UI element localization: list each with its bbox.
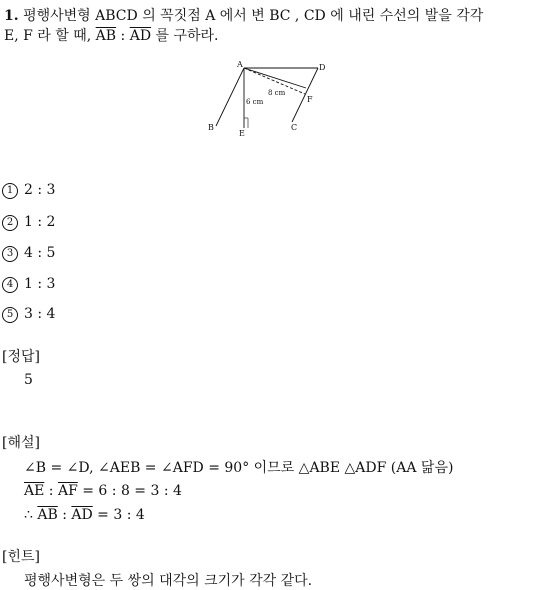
choice-marker: 5	[2, 307, 18, 323]
side-dc	[292, 68, 318, 122]
hint-text: 평행사변형은 두 쌍의 대각의 크기가 각각 같다.	[24, 573, 313, 589]
label-a: A	[237, 60, 243, 69]
segment-ad: $\overline{AD}$	[129, 28, 152, 44]
question-line-1	[4, 5, 483, 25]
explanation-line-3	[24, 507, 145, 523]
choice-marker: 4	[2, 277, 18, 293]
answer-header: [정답]	[2, 349, 40, 365]
answer-value: 5	[24, 372, 33, 388]
segment-ad-result: $\overline{AD}$	[71, 507, 93, 523]
hint-header: [힌트]	[2, 549, 40, 565]
segment-ae: $\overline{AE}$	[24, 483, 45, 499]
choice-2[interactable]	[2, 214, 55, 231]
diagonal-line	[244, 68, 306, 88]
question-text-suffix: 를 구하라.	[151, 28, 219, 44]
label-b: B	[208, 123, 214, 132]
ratio-colon: :	[116, 28, 130, 44]
parallelogram-diagram	[200, 56, 340, 140]
choice-marker: 3	[2, 246, 18, 262]
ratio-result: = 3 : 4	[92, 507, 145, 523]
segment-ab-result: $\overline{AB}$	[37, 507, 58, 523]
ratio-colon: :	[57, 507, 72, 523]
choice-marker: 2	[2, 215, 18, 231]
label-e: E	[239, 129, 245, 138]
explanation-line-2	[24, 483, 182, 499]
choice-text: 3 : 4	[24, 306, 56, 322]
choice-text: 1 : 2	[24, 214, 56, 230]
label-c: C	[291, 123, 298, 132]
choice-1[interactable]	[2, 182, 55, 199]
segment-af: $\overline{AF}$	[57, 483, 78, 499]
explanation-header: [해설]	[2, 435, 40, 451]
choice-text: 1 : 3	[24, 276, 56, 292]
choice-text: 4 : 5	[24, 245, 56, 261]
choice-4[interactable]	[2, 276, 55, 293]
question-line-2	[4, 25, 219, 45]
ratio-equation: = 6 : 8 = 3 : 4	[77, 483, 182, 499]
length-ae: 6 cm	[246, 98, 264, 106]
ratio-colon: :	[44, 483, 58, 499]
therefore-symbol: ∴	[24, 507, 38, 523]
side-ab	[216, 68, 244, 126]
segment-ab: $\overline{AB}$	[95, 28, 117, 44]
choice-marker: 1	[2, 183, 18, 199]
label-d: D	[319, 63, 326, 72]
explanation-line-1: ∠B = ∠D, ∠AEB = ∠AFD = 90° 이므로 △ABE △ADF (AA 닮음)	[24, 460, 454, 476]
length-af: 8 cm	[268, 89, 286, 97]
choice-text: 2 : 3	[24, 182, 56, 198]
question-number: 1.	[4, 8, 19, 24]
choice-3[interactable]	[2, 245, 55, 262]
choice-5[interactable]	[2, 306, 55, 323]
label-f: F	[307, 95, 313, 104]
question-text: 평행사변형 ABCD 의 꼭짓점 A 에서 변 BC , CD 에 내린 수선의 발을 각각	[23, 8, 484, 24]
question-text-prefix: E, F 라 할 때,	[4, 28, 96, 44]
